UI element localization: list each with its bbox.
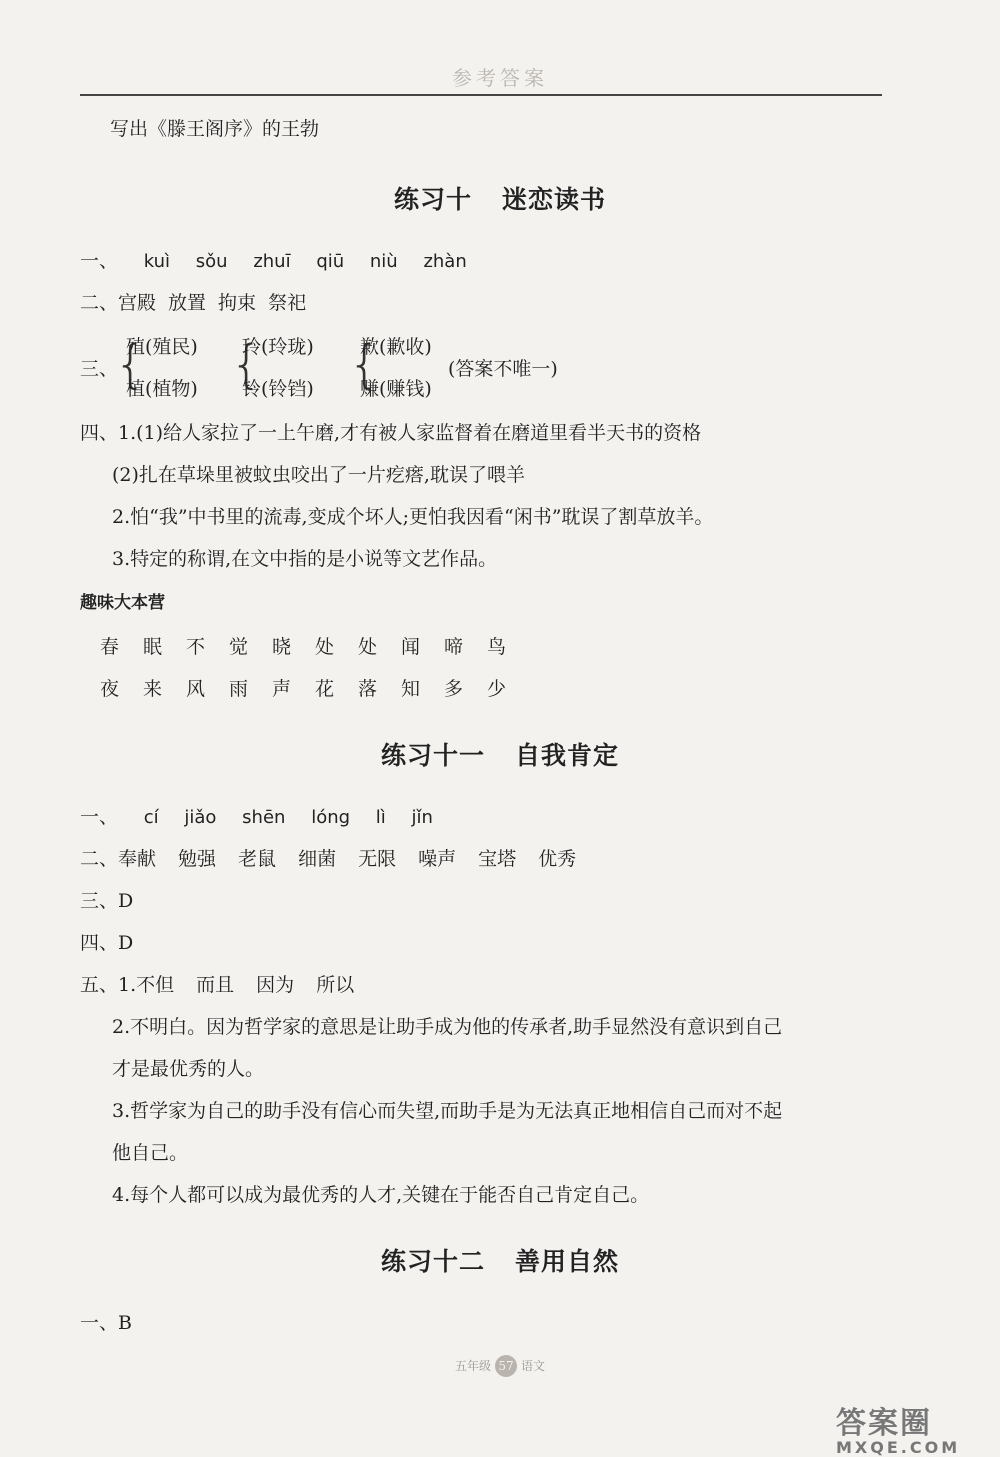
pinyin-item: qiū xyxy=(316,251,345,272)
poem-char: 啼 xyxy=(444,636,464,658)
s11-q5-3a: 3.哲学家为自己的助手没有信心而失望,而助手是为无法真正地相信自己而对不起 xyxy=(112,1100,783,1122)
footer-grade: 五年级 xyxy=(454,1359,491,1373)
header-rule xyxy=(80,94,882,96)
question-label: 一、 xyxy=(80,806,119,828)
brace-icon: { xyxy=(114,335,148,395)
poem-char: 落 xyxy=(358,678,378,700)
pinyin-item: zhàn xyxy=(423,251,467,272)
s11-q5-2b: 才是最优秀的人。 xyxy=(112,1058,265,1080)
s10-q4-1a: 四、1.(1)给人家拉了一上午磨,才有被人家监督着在磨道里看半天书的资格 xyxy=(80,422,702,444)
s10-q2 xyxy=(80,290,306,316)
section-name: 善用自然 xyxy=(515,1247,620,1276)
word-list xyxy=(118,292,306,314)
char-group-top: 玲(玲珑) xyxy=(242,336,314,358)
section-title-12 xyxy=(0,1242,1000,1278)
pinyin-list xyxy=(118,807,433,828)
watermark-main: 答案圈 xyxy=(836,1406,932,1441)
poem-char: 花 xyxy=(315,678,335,700)
s10-q4-2: 2.怕“我”中书里的流毒,变成个坏人;更怕我因看“闲书”耽误了割草放羊。 xyxy=(112,506,714,528)
char-group-top: 殖(殖民) xyxy=(126,336,198,358)
word-item: 奉献 xyxy=(118,848,157,870)
question-label: 二、 xyxy=(80,292,119,314)
word-item: 细菌 xyxy=(298,848,337,870)
poem-char: 风 xyxy=(186,678,206,700)
section-number: 练习十一 xyxy=(380,741,485,770)
poem-char: 少 xyxy=(487,678,507,700)
section-title-11 xyxy=(0,736,1000,772)
brace-icon: { xyxy=(348,335,382,395)
section-title-10 xyxy=(0,180,1000,216)
poem-char: 声 xyxy=(272,678,292,700)
word-item: 噪声 xyxy=(418,848,457,870)
s11-q1 xyxy=(80,804,433,831)
poem-row-2 xyxy=(100,674,530,701)
word-item: 老鼠 xyxy=(238,848,277,870)
word-item: 无限 xyxy=(358,848,397,870)
brace-icon: { xyxy=(230,335,264,395)
s11-q3: 三、D xyxy=(80,890,134,912)
word-item: 祭祀 xyxy=(268,292,307,314)
pinyin-item: jiǎo xyxy=(184,807,217,828)
char-group-bottom: 赚(赚钱) xyxy=(360,378,432,400)
word-item: 优秀 xyxy=(538,848,577,870)
s10-q3 xyxy=(80,330,680,404)
pinyin-item: cí xyxy=(143,807,159,828)
question-label: 二、 xyxy=(80,848,119,870)
pinyin-item: lì xyxy=(375,807,386,828)
fun-section-title: 趣味大本营 xyxy=(80,593,165,613)
s10-q4-1b: (2)扎在草垛里被蚊虫咬出了一片疙瘩,耽误了喂羊 xyxy=(112,464,525,486)
s11-q4: 四、D xyxy=(80,932,134,954)
s11-q5-3b: 他自己。 xyxy=(112,1142,189,1164)
poem-char: 眠 xyxy=(143,636,163,658)
word-item: 宫殿 xyxy=(118,292,157,314)
s10-q4-3: 3.特定的称谓,在文中指的是小说等文艺作品。 xyxy=(112,548,498,570)
word-item: 所以 xyxy=(316,974,355,996)
char-group-bottom: 铃(铃铛) xyxy=(242,378,314,400)
watermark-logo xyxy=(836,1398,986,1457)
question-label: 一、 xyxy=(80,250,119,272)
page-footer xyxy=(0,1355,1000,1377)
s12-q1: 一、B xyxy=(80,1312,132,1334)
poem-char: 闻 xyxy=(401,636,421,658)
s11-q5-2a: 2.不明白。因为哲学家的意思是让助手成为他的传承者,助手显然没有意识到自己 xyxy=(112,1016,783,1038)
question-label: 五、1. xyxy=(80,974,137,996)
s11-q2 xyxy=(80,846,576,872)
poem-char: 夜 xyxy=(100,678,120,700)
word-item: 宝塔 xyxy=(478,848,517,870)
poem-char: 处 xyxy=(315,636,335,658)
section-number: 练习十 xyxy=(393,185,472,214)
poem-char: 雨 xyxy=(229,678,249,700)
top-line: 写出《滕王阁序》的王勃 xyxy=(110,118,320,140)
poem-row-1 xyxy=(100,632,530,659)
poem-char: 鸟 xyxy=(487,636,507,658)
page-header-title: 参考答案 xyxy=(452,66,548,90)
answer-note: (答案不唯一) xyxy=(448,358,558,380)
pinyin-item: zhuī xyxy=(253,251,291,272)
footer-subject: 语文 xyxy=(521,1359,546,1373)
word-item: 而且 xyxy=(196,974,235,996)
word-item: 放置 xyxy=(168,292,207,314)
pinyin-item: niù xyxy=(369,251,398,272)
s11-q5-1 xyxy=(80,972,354,998)
poem-char: 来 xyxy=(143,678,163,700)
pinyin-item: jǐn xyxy=(411,807,433,828)
question-label: 三、 xyxy=(80,358,119,380)
char-group-bottom: 植(植物) xyxy=(126,378,198,400)
pinyin-list xyxy=(118,251,467,272)
word-item: 勉强 xyxy=(178,848,217,870)
poem-char: 晓 xyxy=(272,636,292,658)
section-number: 练习十二 xyxy=(380,1247,485,1276)
page-number: 57 xyxy=(495,1355,517,1377)
pinyin-item: shēn xyxy=(242,807,286,828)
poem-char: 觉 xyxy=(229,636,249,658)
pinyin-item: lóng xyxy=(311,807,351,828)
word-item: 拘束 xyxy=(218,292,257,314)
section-name: 迷恋读书 xyxy=(502,185,607,214)
poem-char: 知 xyxy=(401,678,421,700)
pinyin-item: sǒu xyxy=(195,251,228,272)
word-list xyxy=(118,848,576,870)
poem-char: 春 xyxy=(100,636,120,658)
poem-char: 处 xyxy=(358,636,378,658)
poem-char: 多 xyxy=(444,678,464,700)
word-list xyxy=(136,974,354,996)
pinyin-item: kuì xyxy=(143,251,171,272)
word-item: 不但 xyxy=(136,974,175,996)
word-item: 因为 xyxy=(256,974,295,996)
section-name: 自我肯定 xyxy=(515,741,620,770)
s10-q1 xyxy=(80,248,467,275)
poem-char: 不 xyxy=(186,636,206,658)
char-group-top: 歉(歉收) xyxy=(360,336,432,358)
watermark-sub: MXQE.COM xyxy=(836,1438,961,1457)
s11-q5-4: 4.每个人都可以成为最优秀的人才,关键在于能否自己肯定自己。 xyxy=(112,1184,650,1206)
